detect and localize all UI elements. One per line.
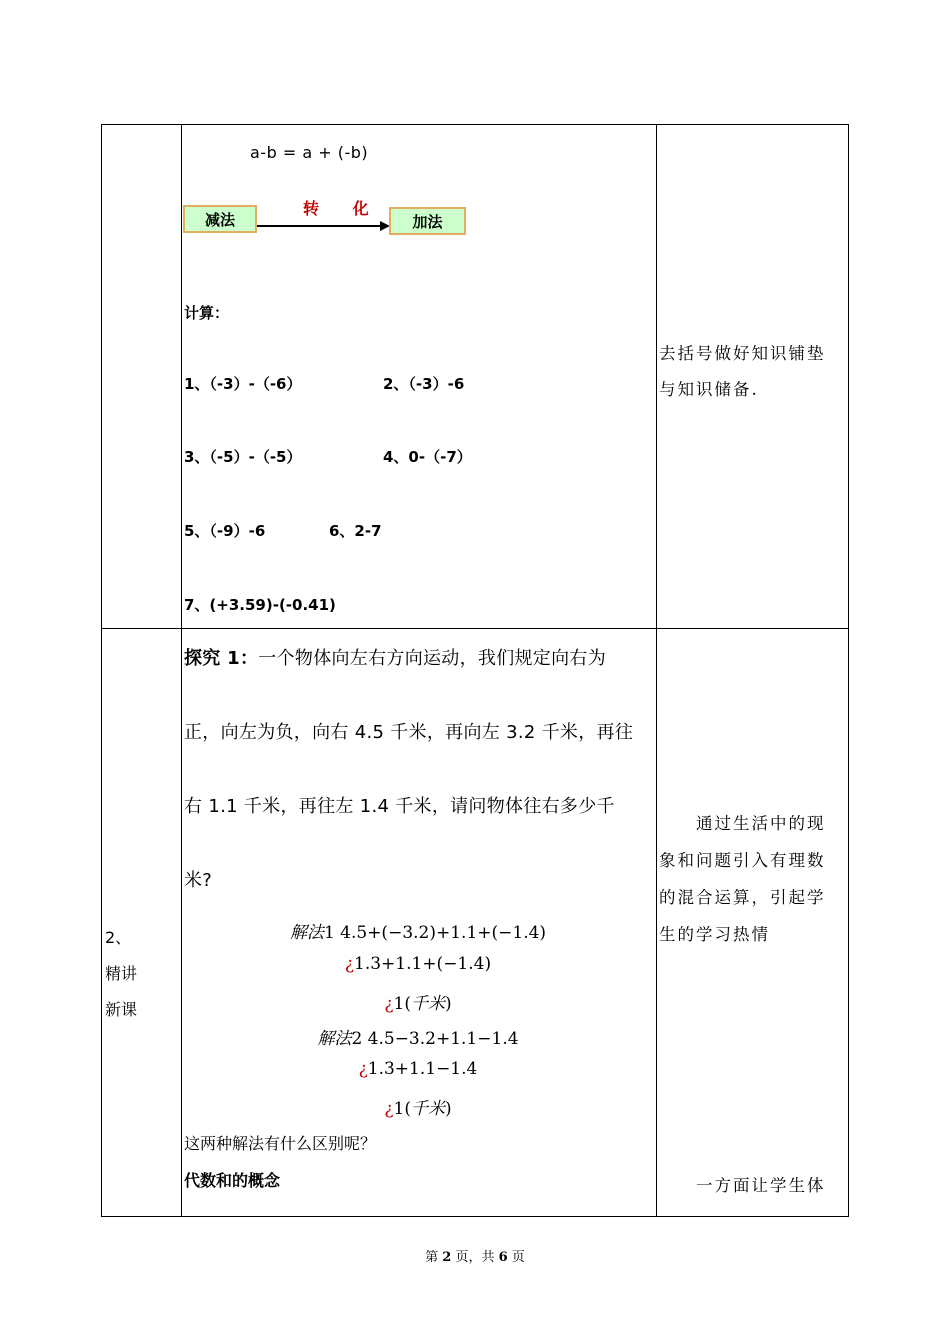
exercise-6: 6、2-7	[329, 522, 382, 540]
column-divider-1	[181, 125, 182, 1216]
footer-page-number: 2	[442, 1250, 452, 1265]
note-bottom-line-1: 通过生活中的现	[696, 814, 826, 833]
glyph-marker: ¿	[384, 994, 394, 1014]
explore-line-4: 米?	[184, 870, 213, 891]
column-divider-2	[656, 125, 657, 1216]
section-label-2: 新课	[105, 1000, 138, 1019]
exercise-7: 7、(+3.59)-(-0.41)	[184, 596, 336, 614]
question-text: 这两种解法有什么区别呢？	[184, 1134, 377, 1153]
note-bottom-line-4: 生的学习热情	[659, 925, 770, 944]
solution-2-step-3: 1(	[393, 1099, 411, 1119]
solution-1-label: 解法	[289, 923, 324, 943]
glyph-marker: ¿	[358, 1059, 368, 1079]
explore-line-3: 右 1.1 千米，再往左 1.4 千米，请问物体往右多少千	[184, 796, 615, 817]
solution-2-line-2	[183, 1059, 653, 1079]
explore-title: 探究 1：	[184, 648, 259, 669]
close-paren: )	[444, 994, 452, 1014]
solution-1-line-3	[183, 989, 653, 1014]
solution-2-line-3	[183, 1094, 653, 1119]
solution-1-step-2: 1.3+1.1+(−1.4)	[354, 954, 492, 974]
note-bottom-continued: 一方面让学生体	[696, 1176, 826, 1195]
solution-2-label: 解法	[317, 1029, 352, 1049]
glyph-marker: ¿	[384, 1099, 394, 1119]
solution-2-expr: 2 4.5−3.2+1.1−1.4	[351, 1029, 519, 1049]
box-addition: 加法	[389, 207, 466, 235]
solution-1-expr: 1 4.5+(−3.2)+1.1+(−1.4)	[323, 923, 547, 943]
close-paren: )	[444, 1099, 452, 1119]
footer-text-a: 第	[425, 1250, 439, 1265]
explore-line-2: 正，向左为负，向右 4.5 千米，再向左 3.2 千米，再往	[184, 722, 634, 743]
solution-2-line-1	[183, 1024, 653, 1049]
footer-text-b: 页，共	[455, 1250, 495, 1265]
unit-km: 千米	[410, 1099, 445, 1119]
exercise-1: 1、（-3）-（-6）	[184, 375, 302, 393]
section-number: 2、	[105, 928, 132, 947]
page-footer	[0, 1246, 950, 1265]
note-top-line-1: 去括号做好知识铺垫	[659, 344, 826, 363]
footer-total-pages: 6	[498, 1250, 508, 1265]
explore-text-1: 一个物体向左右方向运动，我们规定向右为	[258, 648, 606, 669]
solution-1-step-3: 1(	[393, 994, 411, 1014]
box-subtraction: 减法	[183, 205, 257, 233]
explore-line-1	[184, 622, 606, 696]
exercise-2: 2、（-3）-6	[383, 375, 465, 393]
concept-title: 代数和的概念	[184, 1171, 281, 1190]
note-bottom-line-2: 象和问题引入有理数	[659, 851, 826, 870]
note-bottom-line-3: 的混合运算，引起学	[659, 888, 826, 907]
arrow-label: 转 化	[303, 199, 383, 218]
calc-title: 计算：	[184, 304, 230, 322]
section-label-1: 精讲	[105, 964, 138, 983]
arrow-line	[257, 225, 381, 227]
exercise-5: 5、（-9）-6	[184, 522, 266, 540]
glyph-marker: ¿	[344, 954, 354, 974]
footer-text-c: 页	[511, 1250, 525, 1265]
unit-km: 千米	[410, 994, 445, 1014]
solution-2-step-2: 1.3+1.1−1.4	[367, 1059, 478, 1079]
formula-subtraction: a-b = a + (-b)	[250, 143, 369, 162]
exercise-4: 4、0-（-7）	[383, 448, 472, 466]
solution-1-line-2	[183, 954, 653, 974]
exercise-3: 3、（-5）-（-5）	[184, 448, 302, 466]
note-top-line-2: 与知识储备.	[659, 380, 759, 399]
solution-1-line-1	[183, 918, 653, 943]
